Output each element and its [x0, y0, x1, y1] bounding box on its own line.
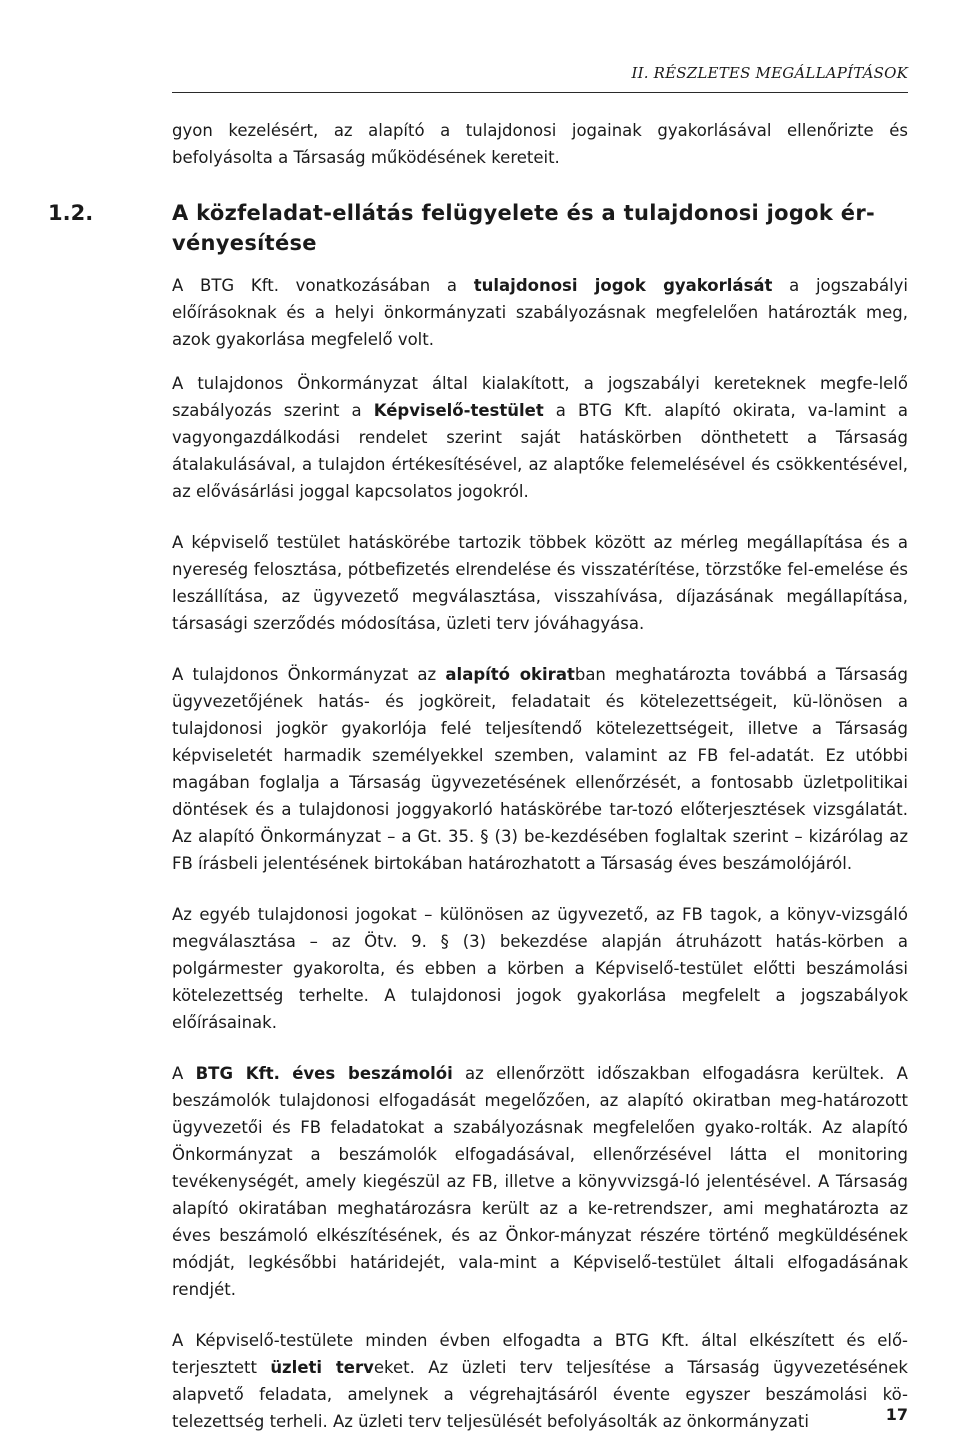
emphasis-text: alapító okirat [445, 665, 575, 684]
emphasis-text: tulajdonosi jogok gyakorlását [473, 276, 773, 295]
page-number: 17 [885, 1405, 908, 1424]
section-heading [48, 198, 908, 258]
emphasis-text: Képviselő-testület [373, 401, 544, 420]
header-divider [172, 92, 908, 93]
emphasis-text: éves beszámolói [292, 1064, 453, 1083]
section-number: 1.2. [48, 201, 94, 225]
paragraph-business-plans: A Képviselő-testülete minden évben elfogadta a BTG Kft. által elkészített és elő-terjesztett üzleti terveket. Az üzleti terv teljesítése a Társaság ügyvezetésének alapvető feladata, amelynek a végrehajtásáról évente egyszer beszámolási kö-telezettség terheli. Az üzleti terv teljesülését befolyásolták az önkormányzati [172, 1331, 908, 1431]
section-title: A közfeladat-ellátás felügyelete és a tulajdonosi jogok ér-vényesítése [172, 201, 875, 255]
paragraph-annual-reports: A BTG Kft. éves beszámolói az ellenőrzött időszakban elfogadásra kerültek. A beszámolók tulajdonosi elfogadását megelőzően, az alapító okiratban meg-határozott ügyvezetői és FB feladatokat a szabályozásnak megfelelően gyako-rolták. Az alapító Önkormányzat a beszámolók elfogadásával, ellenőrzésével látta el monitoring tevékenységét, amely kiegészül az FB, illetve a könyvvizsgá-ló jelentésével. A Társaság alapító okiratában meghatározásra került az a ke-retrendszer, ami meghatározta az éves beszámoló elkészítésének, és az Önkor-mányzat részére történő megküldésének módját, legkésőbbi határidejét, vala-mint a Képviselő-testület általi elfogadásának rendjét. [172, 1064, 908, 1299]
paragraph-ownership-rights: A BTG Kft. vonatkozásában a tulajdonosi jogok gyakorlását a jogszabályi előírásoknak és a helyi önkormányzati szabályozásnak megfelelően határozták meg, azok gyakorlása megfelelő volt. [172, 276, 909, 349]
paragraph-council-powers: A tulajdonos Önkormányzat által kialakított, a jogszabályi kereteknek megfe-lelő szabályozás szerint a Képviselő-testület a BTG Kft. alapító okirata, va-lamint a vagyongazdálkodási rendelet szerint saját hatáskörben dönthetett a Társaság átalakulásával, a tulajdon értékesítésével, az alaptőke felemelésével és csökkentésével, az elővásárlási joggal kapcsolatos jogokról. [172, 374, 908, 501]
page-body [48, 117, 909, 1435]
paragraph-deed-of-foundation: A tulajdonos Önkormányzat az alapító okiratban meghatározta továbbá a Társaság ügyvezetőjének hatás- és jogköreit, feladatait és kötelezettségeit, kü-lönösen a tulajdonosi jogkör gyakorlója felé teljesítendő kötelezettségeit, illetve a Társaság képviseletét harmadik személyekkel szemben, valamint az FB fel-adatát. Ez utóbbi magában foglalja a Társaság ügyvezetésének ellenőrzését, a fontosabb üzletpolitikai döntések és a tulajdonosi joggyakorló hatáskörébe tar-tozó előterjesztések vizsgálatát. Az alapító Önkormányzat – a Gt. 35. § (3) be-kezdésében foglaltak szerint – kizárólag az FB írásbeli jelentésének birtokában határozhatott a Társaság éves beszámolójáról. [172, 665, 908, 873]
emphasis-text: üzleti terv [270, 1358, 374, 1377]
paragraph-council-competence: A képviselő testület hatáskörébe tartozik többek között az mérleg megállapítása és a nyereség felosztása, pótbefizetés elrendelése és visszatérítése, törzstőke fel-emelése és leszállítása, az ügyvezető megválasztása, visszahívása, díjazásának megállapítása, társasági szerződés módosítása, üzleti terv jóváhagyása. [172, 533, 908, 633]
emphasis-text: BTG Kft. [195, 1064, 280, 1083]
paragraph-continuation: gyon kezelésért, az alapító a tulajdonosi jogainak gyakorlásával ellenőrizte és befolyásolta a Társaság működésének kereteit. [172, 121, 908, 167]
paragraph-other-rights: Az egyéb tulajdonosi jogokat – különösen az ügyvezető, az FB tagok, a könyv-vizsgáló megválasztása – az Ötv. 9. § (3) bekezdése alapján átruházott hatás-körben a polgármester gyakorolta, és ebben a körben a Képviselő-testület előtti beszámolási kötelezettség terhelte. A tulajdonosi jogok gyakorlása megfelelt a jogszabályok előírásainak. [172, 905, 908, 1032]
running-header: II. RÉSZLETES MEGÁLLAPÍTÁSOK [631, 64, 908, 82]
